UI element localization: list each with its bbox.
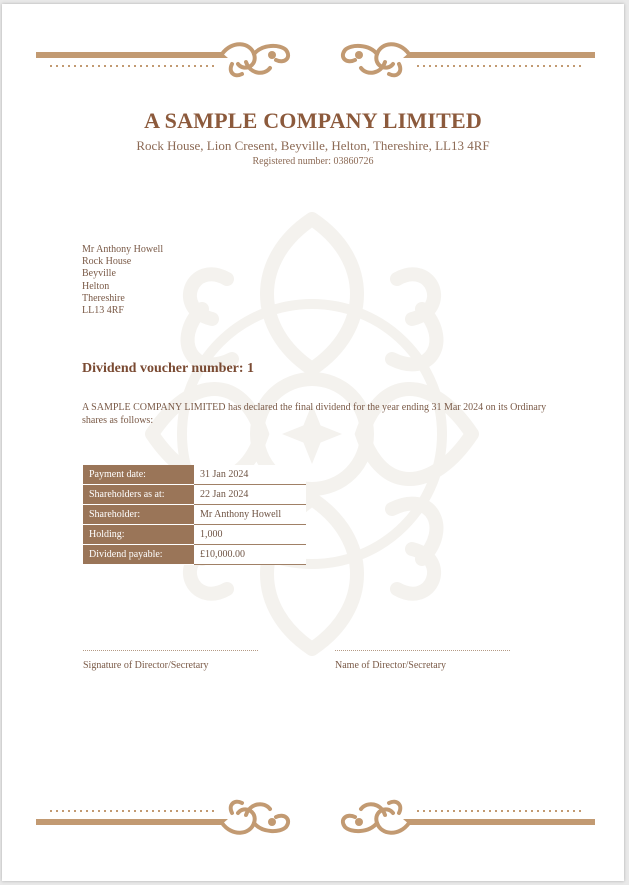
- detail-value: 31 Jan 2024: [194, 465, 306, 485]
- flourish-scroll-icon: [36, 797, 296, 837]
- table-row: [83, 465, 306, 485]
- recipient-line: LL13 4RF: [82, 305, 124, 317]
- recipient-line: Mr Anthony Howell: [82, 244, 164, 255]
- name-line: [335, 650, 510, 651]
- table-row: [83, 545, 306, 565]
- recipient-line: Helton: [82, 280, 110, 292]
- detail-value: 1,000: [194, 525, 306, 545]
- registration-number: Registered number: 03860726: [252, 156, 374, 167]
- flourish-scroll-icon: [335, 40, 595, 80]
- table-row: [83, 505, 306, 525]
- flourish-scroll-icon: [36, 40, 296, 80]
- recipient-line: Thereshire: [82, 292, 125, 304]
- detail-value: £10,000.00: [194, 545, 306, 565]
- recipient-line: Rock House: [82, 256, 132, 268]
- detail-label: Payment date:: [83, 465, 194, 485]
- dividend-details-table: [83, 465, 306, 565]
- table-row: [83, 485, 306, 505]
- company-address: Rock House, Lion Cresent, Beyville, Helton, Thereshire, LL13 4RF: [136, 138, 490, 153]
- voucher-title: Dividend voucher number: 1: [82, 361, 255, 376]
- recipient-line: Beyville: [82, 268, 116, 280]
- signature-line: [83, 650, 258, 651]
- flourish-scroll-icon: [335, 797, 595, 837]
- detail-value: Mr Anthony Howell: [194, 505, 306, 525]
- signature-label: Signature of Director/Secretary: [83, 660, 209, 671]
- dividend-statement: A SAMPLE COMPANY LIMITED has declared the final dividend for the year ending 31 Mar 2024 on its Ordinary shares as follows:: [82, 402, 547, 426]
- voucher-page: [2, 4, 624, 881]
- name-label: Name of Director/Secretary: [335, 660, 447, 671]
- table-row: [83, 525, 306, 545]
- company-name: A SAMPLE COMPANY LIMITED: [144, 108, 482, 133]
- detail-label: Shareholder:: [83, 505, 194, 525]
- mandala-watermark-icon: [132, 199, 492, 669]
- detail-label: Holding:: [83, 525, 194, 545]
- recipient-address: [82, 244, 163, 317]
- detail-label: Dividend payable:: [83, 545, 194, 565]
- detail-label: Shareholders as at:: [83, 485, 194, 505]
- detail-value: 22 Jan 2024: [194, 485, 306, 505]
